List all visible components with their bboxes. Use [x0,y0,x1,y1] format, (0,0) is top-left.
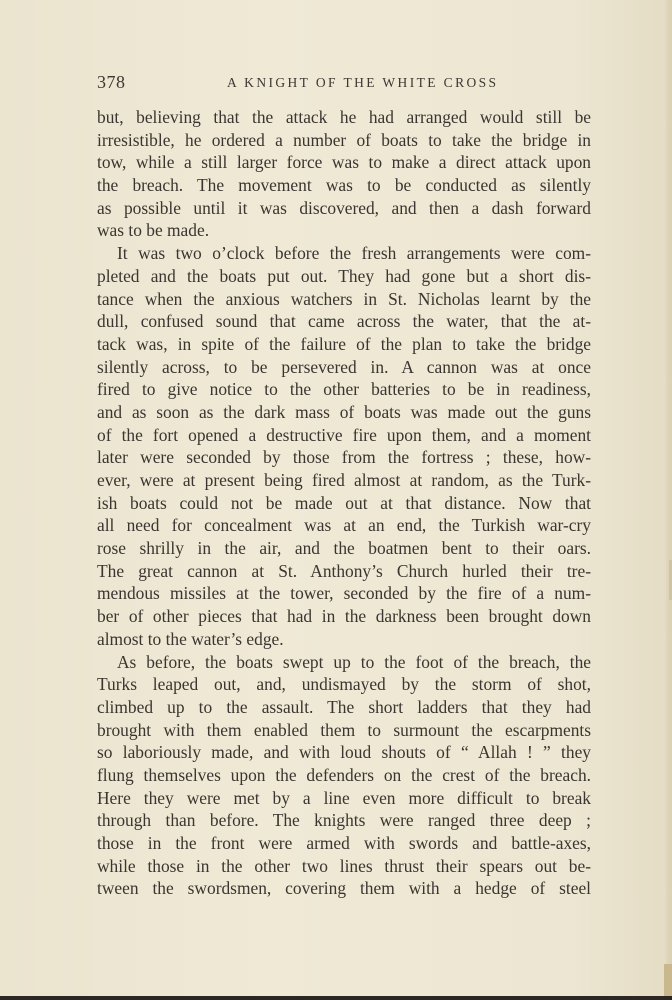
text-line: pleted and the boats put out. They had gone but a short dis- [97,265,591,286]
page-bottom-rule [0,996,672,1000]
text-line: dull, confused sound that came across the water, that the at- [97,311,591,332]
page-header [97,72,591,94]
text-line: It was two o’clock before the fresh arrangements were com- [117,243,591,264]
text-line: was to be made. [97,220,210,241]
text-line: so laboriously made, and with loud shouts of “ Allah ! ” they [97,742,591,763]
text-line: tance when the anxious watchers in St. Nicholas learnt by the [97,288,591,309]
text-line: fired to give notice to the other batteries to be in readiness, [97,379,591,400]
text-line: almost to the water’s edge. [97,628,284,649]
text-line: irresistible, he ordered a number of boats to take the bridge in [97,129,591,150]
text-line: Here they were met by a line even more difficult to break [97,787,591,808]
text-line: and as soon as the dark mass of boats was made out the guns [97,401,591,422]
text-line: Turks leaped out, and, undismayed by the storm of shot, [97,674,591,695]
text-line: mendous missiles at the tower, seconded by the fire of a num- [97,583,591,604]
text-line: as possible until it was discovered, and then a dash forward [97,197,591,218]
text-line: ber of other pieces that had in the darkness been brought down [97,606,591,627]
text-line: The great cannon at St. Anthony’s Church hurled their tre- [97,560,591,581]
text-line: but, believing that the attack he had arranged would still be [97,107,591,127]
page-edge [666,0,672,1000]
text-line: ever, were at present being fired almost at random, as the Turk- [97,470,591,490]
text-line: later were seconded by those from the fortress ; these, how- [97,447,591,468]
text-line: brought with them enabled them to surmount the escarpments [97,719,591,740]
running-title: A KNIGHT OF THE WHITE CROSS [227,75,499,90]
text-line: all need for concealment was at an end, the Turkish war-cry [97,515,591,536]
text-line: tack was, in spite of the failure of the plan to take the bridge [97,333,591,354]
text-line: the breach. The movement was to be conducted as silently [97,175,591,196]
text-line: rose shrilly in the air, and the boatmen bent to their oars. [97,538,591,559]
text-line: As before, the boats swept up to the foot of the breach, the [117,651,591,672]
text-line: those in the front were armed with swords and battle-axes, [97,833,591,853]
text-line: while those in the other two lines thrust their spears out be- [97,855,591,876]
page-number: 378 [97,72,126,92]
body-text [97,106,591,900]
text-line: flung themselves upon the defenders on the crest of the breach. [97,764,591,785]
text-line: of the fort opened a destructive fire upon them, and a moment [97,424,591,445]
text-line: tow, while a still larger force was to make a direct attack upon [97,152,591,173]
text-line: through than before. The knights were ranged three deep ; [97,810,591,831]
page-bottom-tab [664,964,672,996]
text-line: climbed up to the assault. The short ladders that they had [97,696,591,717]
text-line: silently across, to be persevered in. A cannon was at once [97,356,591,377]
text-line: tween the swordsmen, covering them with a hedge of steel [97,878,591,899]
text-line: ish boats could not be made out at that distance. Now that [97,492,591,513]
